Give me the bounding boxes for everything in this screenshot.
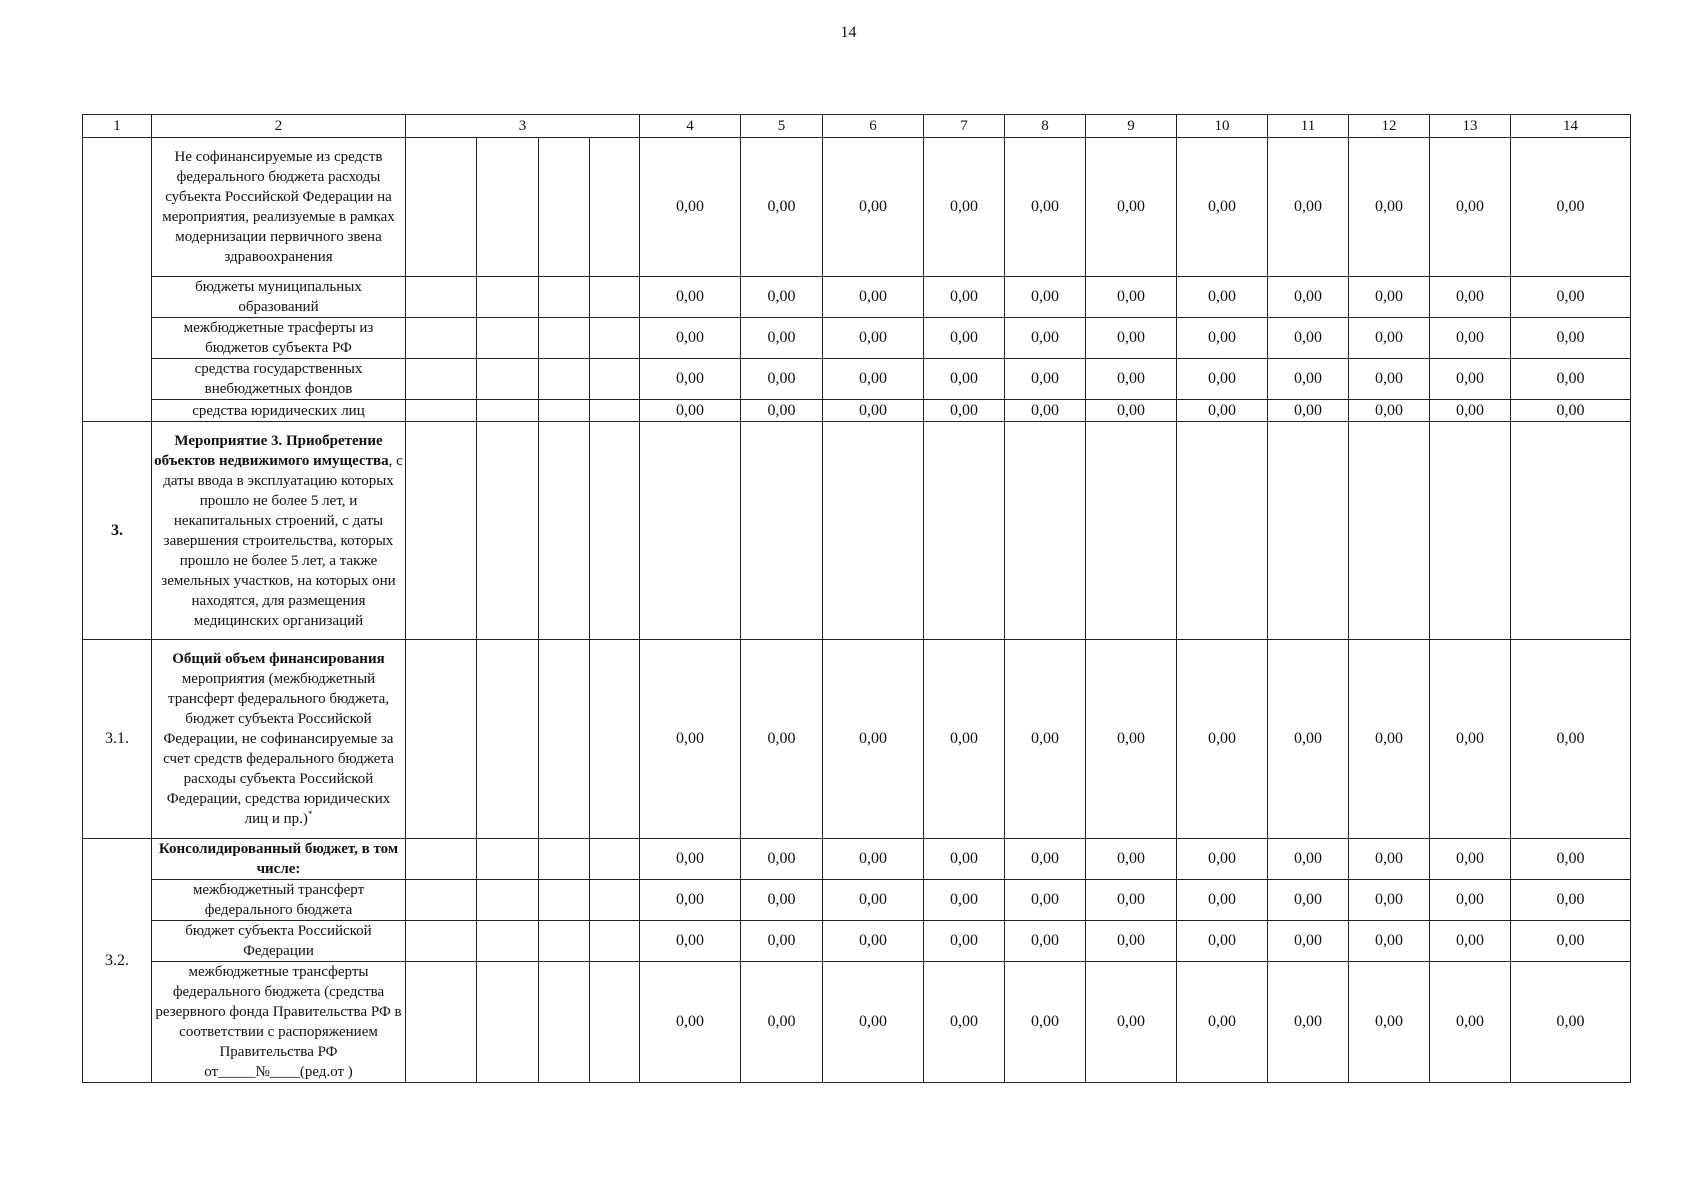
value-cell: 0,00 [1268,839,1349,880]
empty-cell [477,138,539,277]
value-cell: 0,00 [640,880,741,921]
value-cell: 0,00 [741,880,823,921]
column-header: 6 [823,115,924,138]
empty-cell [539,880,590,921]
value-cell: 0,00 [1005,640,1086,839]
value-cell: 0,00 [1005,880,1086,921]
value-cell: 0,00 [823,839,924,880]
value-cell: 0,00 [924,880,1005,921]
value-cell: 0,00 [1349,962,1430,1083]
value-cell: 0,00 [640,921,741,962]
empty-cell [477,318,539,359]
empty-cell [590,921,640,962]
value-cell: 0,00 [924,921,1005,962]
value-cell: 0,00 [823,277,924,318]
value-cell: 0,00 [1086,962,1177,1083]
row-description: Консолидированный бюджет, в том числе: [152,839,406,880]
value-cell: 0,00 [1511,839,1631,880]
row-number: 3. [83,422,152,640]
value-cell: 0,00 [1430,640,1511,839]
value-cell: 0,00 [1005,400,1086,422]
empty-cell [406,921,477,962]
value-cell: 0,00 [741,277,823,318]
empty-cell [590,640,640,839]
empty-cell [539,640,590,839]
row-number [83,138,152,422]
empty-cell [406,640,477,839]
value-cell: 0,00 [924,318,1005,359]
value-cell: 0,00 [640,277,741,318]
value-cell: 0,00 [1511,880,1631,921]
value-cell: 0,00 [924,640,1005,839]
empty-cell [539,921,590,962]
value-cell: 0,00 [823,921,924,962]
value-cell: 0,00 [1268,640,1349,839]
value-cell: 0,00 [924,400,1005,422]
column-header: 11 [1268,115,1349,138]
value-cell: 0,00 [1511,962,1631,1083]
empty-cell [539,839,590,880]
empty-cell [1430,422,1511,640]
value-cell: 0,00 [924,138,1005,277]
value-cell: 0,00 [1005,318,1086,359]
empty-cell [406,839,477,880]
value-cell: 0,00 [1349,318,1430,359]
empty-cell [539,400,590,422]
value-cell: 0,00 [1177,880,1268,921]
value-cell: 0,00 [1430,880,1511,921]
value-cell: 0,00 [1005,921,1086,962]
row-description-bold: Общий объем финансирования [172,651,385,667]
column-header: 4 [640,115,741,138]
column-header: 9 [1086,115,1177,138]
column-header: 5 [741,115,823,138]
value-cell: 0,00 [640,138,741,277]
value-cell: 0,00 [741,962,823,1083]
value-cell: 0,00 [1268,318,1349,359]
value-cell: 0,00 [1430,921,1511,962]
value-cell: 0,00 [1268,880,1349,921]
value-cell: 0,00 [823,138,924,277]
value-cell: 0,00 [741,921,823,962]
value-cell: 0,00 [1086,400,1177,422]
empty-cell [477,640,539,839]
empty-cell [590,318,640,359]
empty-cell [539,138,590,277]
row-description-rest: мероприятия (межбюджетный трансферт федерального бюджета, бюджет субъекта Российской Федерации, не софинансируемые за счет средств федерального бюджета расходы субъекта Российской Федерации, средства юридических лиц и пр.) [163,671,394,827]
row-description: межбюджетные трасферты из бюджетов субъекта РФ [152,318,406,359]
empty-cell [477,277,539,318]
empty-cell [823,422,924,640]
column-header: 12 [1349,115,1430,138]
column-header: 2 [152,115,406,138]
column-header: 13 [1430,115,1511,138]
empty-cell [406,359,477,400]
value-cell: 0,00 [1086,138,1177,277]
table-row [83,962,1631,1083]
empty-cell [406,422,477,640]
value-cell: 0,00 [1086,277,1177,318]
empty-cell [1349,422,1430,640]
value-cell: 0,00 [1349,359,1430,400]
value-cell: 0,00 [1086,640,1177,839]
value-cell: 0,00 [1268,962,1349,1083]
value-cell: 0,00 [1430,277,1511,318]
value-cell: 0,00 [1268,277,1349,318]
value-cell: 0,00 [823,400,924,422]
budget-table [82,114,1631,1083]
value-cell: 0,00 [823,318,924,359]
value-cell: 0,00 [741,839,823,880]
empty-cell [1086,422,1177,640]
value-cell: 0,00 [741,318,823,359]
value-cell: 0,00 [1430,138,1511,277]
empty-cell [477,359,539,400]
value-cell: 0,00 [1177,839,1268,880]
value-cell: 0,00 [1511,277,1631,318]
column-header: 8 [1005,115,1086,138]
value-cell: 0,00 [1268,359,1349,400]
value-cell: 0,00 [823,359,924,400]
value-cell: 0,00 [823,962,924,1083]
value-cell: 0,00 [924,277,1005,318]
value-cell: 0,00 [1268,400,1349,422]
value-cell: 0,00 [1177,318,1268,359]
value-cell: 0,00 [1511,138,1631,277]
row-description [152,422,406,640]
empty-cell [539,962,590,1083]
empty-cell [477,839,539,880]
value-cell: 0,00 [1177,921,1268,962]
value-cell: 0,00 [1511,400,1631,422]
value-cell: 0,00 [1086,921,1177,962]
footnote-mark: * [307,809,313,819]
value-cell: 0,00 [1349,400,1430,422]
value-cell: 0,00 [640,400,741,422]
value-cell: 0,00 [640,318,741,359]
empty-cell [406,400,477,422]
row-number: 3.2. [83,839,152,1083]
table-row [83,359,1631,400]
empty-cell [1511,422,1631,640]
value-cell: 0,00 [640,640,741,839]
row-description: межбюджетный трансферт федерального бюджета [152,880,406,921]
value-cell: 0,00 [1511,640,1631,839]
row-description-rest: , с даты ввода в эксплуатацию которых прошло не более 5 лет, и некапитальных строений, с даты завершения строительства, которых прошло не более 5 лет, а также земельных участков, на которых они находятся, для размещения медицинских организаций [161,452,403,629]
row-description [152,640,406,839]
empty-cell [539,359,590,400]
value-cell: 0,00 [1430,318,1511,359]
value-cell: 0,00 [1430,839,1511,880]
column-header: 7 [924,115,1005,138]
value-cell: 0,00 [924,359,1005,400]
value-cell: 0,00 [1177,962,1268,1083]
empty-cell [539,277,590,318]
value-cell: 0,00 [823,640,924,839]
value-cell: 0,00 [1005,359,1086,400]
column-header: 3 [406,115,640,138]
value-cell: 0,00 [1430,962,1511,1083]
value-cell: 0,00 [1430,400,1511,422]
value-cell: 0,00 [1177,640,1268,839]
column-header-row [83,115,1631,138]
value-cell: 0,00 [1349,277,1430,318]
row-description: средства юридических лиц [152,400,406,422]
row-description: бюджеты муниципальных образований [152,277,406,318]
empty-cell [590,400,640,422]
value-cell: 0,00 [640,962,741,1083]
value-cell: 0,00 [1268,921,1349,962]
table-row [83,839,1631,880]
table-row [83,880,1631,921]
table-row [83,400,1631,422]
table-row [83,422,1631,640]
value-cell: 0,00 [1086,880,1177,921]
table-row [83,138,1631,277]
value-cell: 0,00 [1349,640,1430,839]
value-cell: 0,00 [1349,921,1430,962]
table-row [83,640,1631,839]
empty-cell [590,839,640,880]
empty-cell [406,880,477,921]
table-row [83,921,1631,962]
empty-cell [590,138,640,277]
value-cell: 0,00 [741,359,823,400]
empty-cell [477,400,539,422]
value-cell: 0,00 [741,400,823,422]
empty-cell [1177,422,1268,640]
value-cell: 0,00 [640,839,741,880]
value-cell: 0,00 [1511,318,1631,359]
value-cell: 0,00 [1177,359,1268,400]
empty-cell [590,359,640,400]
value-cell: 0,00 [1005,277,1086,318]
empty-cell [477,880,539,921]
empty-cell [406,318,477,359]
empty-cell [406,138,477,277]
value-cell: 0,00 [1268,138,1349,277]
value-cell: 0,00 [1511,921,1631,962]
empty-cell [590,277,640,318]
empty-cell [406,962,477,1083]
value-cell: 0,00 [1349,880,1430,921]
empty-cell [1268,422,1349,640]
table-row [83,277,1631,318]
empty-cell [741,422,823,640]
row-number: 3.1. [83,640,152,839]
row-description-bold: Мероприятие 3. Приобретение объектов недвижимого имущества [154,432,389,469]
value-cell: 0,00 [1005,962,1086,1083]
row-description: средства государственных внебюджетных фондов [152,359,406,400]
value-cell: 0,00 [1430,359,1511,400]
value-cell: 0,00 [1177,277,1268,318]
value-cell: 0,00 [1086,839,1177,880]
empty-cell [477,962,539,1083]
value-cell: 0,00 [823,880,924,921]
value-cell: 0,00 [1086,318,1177,359]
value-cell: 0,00 [924,839,1005,880]
column-header: 10 [1177,115,1268,138]
row-description: межбюджетные трансферты федерального бюджета (средства резервного фонда Правительства РФ в соответствии с распоряжением Правительства РФ от_____№____(ред.от ) [152,962,406,1083]
value-cell: 0,00 [1349,138,1430,277]
table-row [83,318,1631,359]
value-cell: 0,00 [1005,839,1086,880]
value-cell: 0,00 [1177,400,1268,422]
value-cell: 0,00 [1511,359,1631,400]
empty-cell [539,318,590,359]
empty-cell [477,921,539,962]
value-cell: 0,00 [1005,138,1086,277]
value-cell: 0,00 [741,138,823,277]
empty-cell [924,422,1005,640]
row-description: бюджет субъекта Российской Федерации [152,921,406,962]
empty-cell [640,422,741,640]
value-cell: 0,00 [1349,839,1430,880]
value-cell: 0,00 [1177,138,1268,277]
empty-cell [406,277,477,318]
empty-cell [539,422,590,640]
empty-cell [477,422,539,640]
value-cell: 0,00 [640,359,741,400]
column-header: 14 [1511,115,1631,138]
row-description: Не софинансируемые из средств федерального бюджета расходы субъекта Российской Федерации на мероприятия, реализуемые в рамках модернизации первичного звена здравоохранения [152,138,406,277]
column-header: 1 [83,115,152,138]
empty-cell [1005,422,1086,640]
empty-cell [590,422,640,640]
value-cell: 0,00 [741,640,823,839]
value-cell: 0,00 [924,962,1005,1083]
empty-cell [590,880,640,921]
empty-cell [590,962,640,1083]
value-cell: 0,00 [1086,359,1177,400]
page-number: 14 [840,24,857,41]
